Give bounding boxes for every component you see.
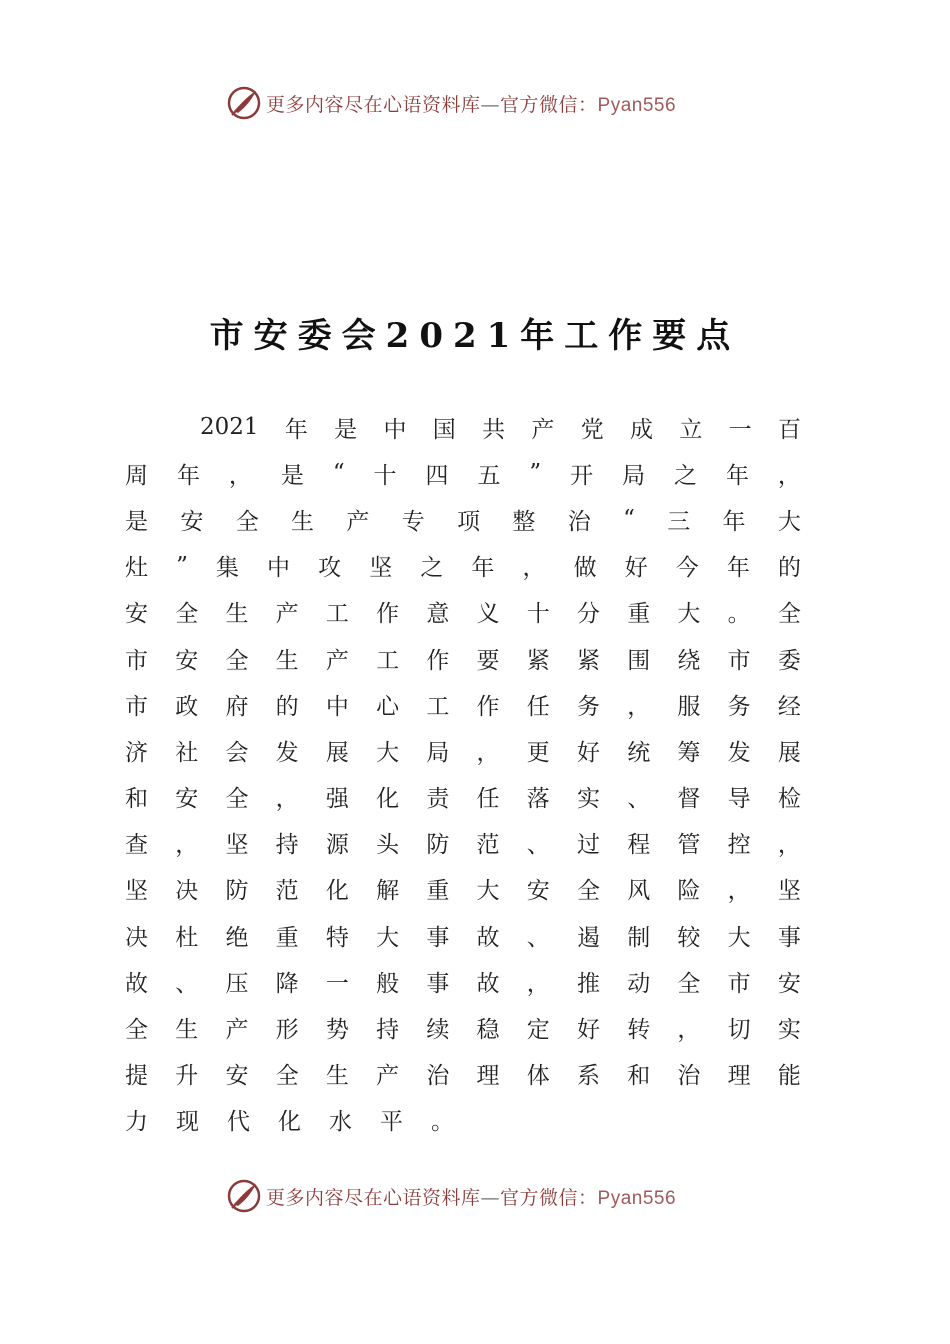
body-line: 提 升 安 全 生 产 治 理 体 系 和 治 理 能 (125, 1063, 801, 1090)
body-line: 决 杜 绝 重 特 大 事 故 、 遏 制 较 大 事 (125, 924, 801, 951)
banner-official-label: 官方微信： (500, 93, 598, 116)
footer-watermark-banner (226, 1176, 676, 1216)
quill-logo-icon (226, 85, 262, 121)
banner-dash: — (480, 93, 501, 116)
body-line: 全 生 产 形 势 持 续 稳 定 好 转 ， 切 实 (125, 1017, 801, 1044)
body-line: 市 政 府 的 中 心 工 作 任 务 ， 服 务 经 (125, 693, 801, 720)
body-line: 力 现 代 化 水 平 。 (125, 1109, 454, 1136)
body-line: 济 社 会 发 展 大 局 ， 更 好 统 筹 发 展 (125, 739, 801, 766)
banner-slogan: 更多内容尽在心语资料库 (266, 1186, 481, 1209)
banner-text (266, 90, 676, 117)
banner-wechat-id: Pyan556 (597, 1187, 677, 1209)
banner-dash: — (480, 1186, 501, 1209)
banner-wechat-id: Pyan556 (597, 94, 677, 116)
document-title: 市安委会2021年工作要点 (209, 316, 741, 356)
body-line: 安 全 生 产 工 作 意 义 十 分 重 大 。 全 (125, 601, 801, 628)
body-line: 故 、 压 降 一 般 事 故 ， 推 动 全 市 安 (125, 970, 801, 997)
body-line: 周 年 ， 是 “ 十 四 五 ” 开 局 之 年 ， (125, 460, 801, 489)
body-line: 市 安 全 生 产 工 作 要 紧 紧 围 绕 市 委 (125, 647, 801, 674)
body-line: 和 安 全 ， 强 化 责 任 落 实 、 督 导 检 (125, 786, 801, 813)
body-line: 2021 年 是 中 国 共 产 党 成 立 一 百 (200, 414, 801, 443)
quill-logo-icon (226, 1178, 262, 1214)
body-line: 查 ， 坚 持 源 头 防 范 、 过 程 管 控 ， (125, 832, 801, 859)
banner-official-label: 官方微信： (500, 1186, 598, 1209)
body-line: 是 安 全 生 产 专 项 整 治 “ 三 年 大 (125, 506, 801, 535)
body-line: 灶 ” 集 中 攻 坚 之 年 ， 做 好 今 年 的 (125, 552, 801, 582)
body-line: 坚 决 防 范 化 解 重 大 安 全 风 险 ， 坚 (125, 878, 801, 905)
document-body (125, 404, 801, 1143)
banner-slogan: 更多内容尽在心语资料库 (266, 93, 481, 116)
banner-text (266, 1183, 676, 1210)
header-watermark-banner (226, 83, 676, 123)
